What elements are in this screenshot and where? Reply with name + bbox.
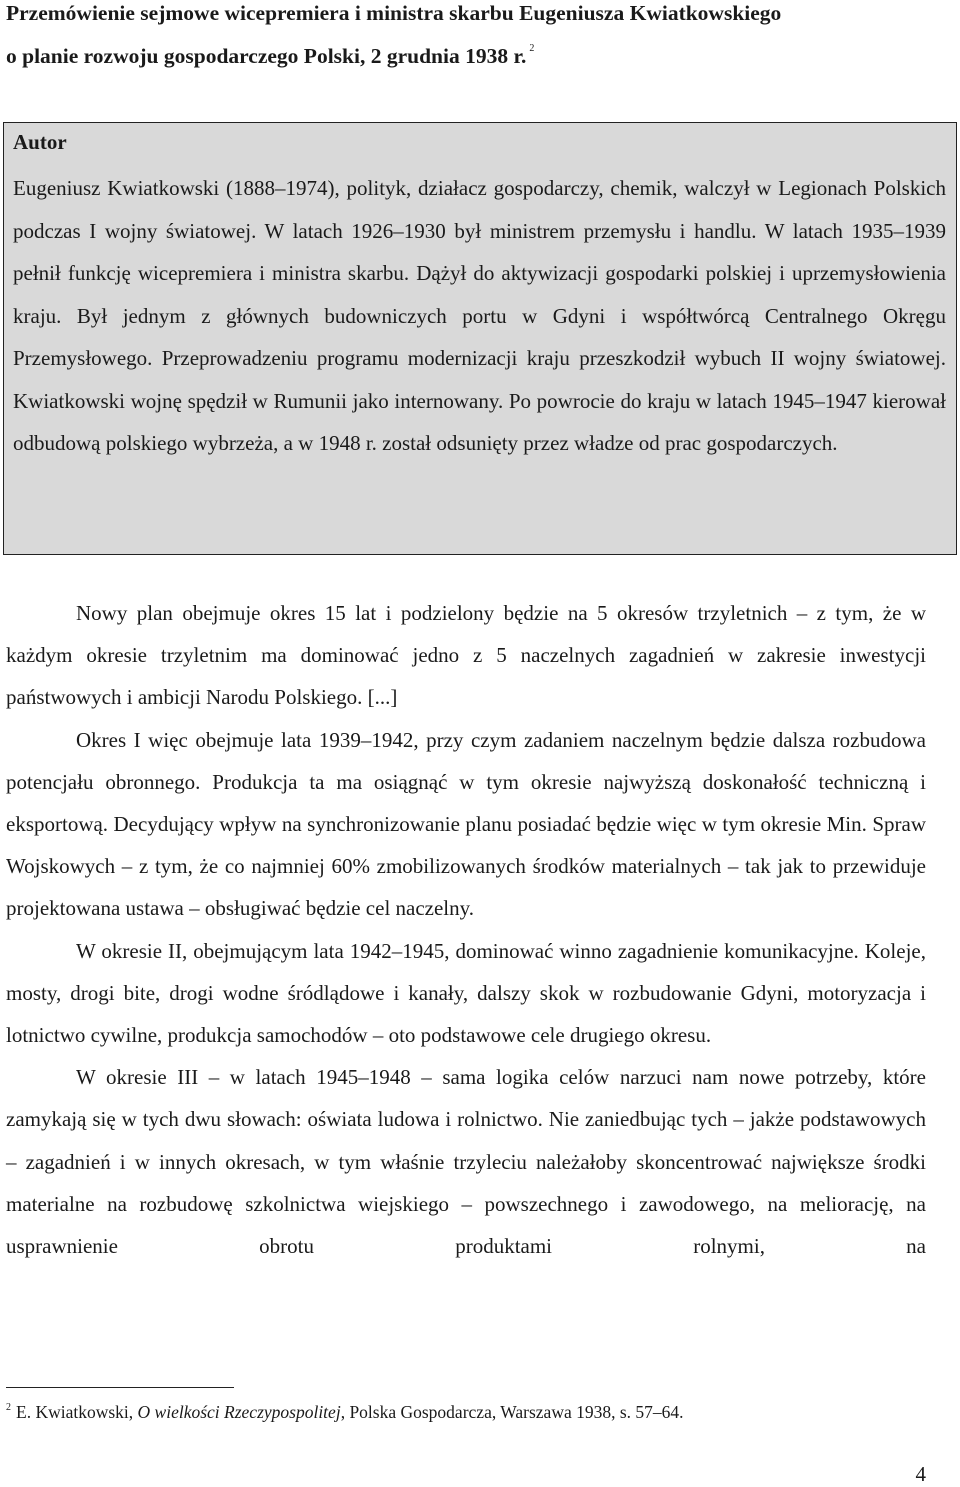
author-heading: Autor [13,130,67,154]
title-line-1: Przemówienie sejmowe wicepremiera i ministra skarbu Eugeniusza Kwiatkowskiego [6,1,782,25]
page-number: 4 [915,1462,926,1486]
footnote-publication: , Polska Gospodarcza, Warszawa 1938, s. 57–64. [340,1402,684,1422]
footnote-number: 2 [6,1402,11,1413]
author-info-box [3,122,957,555]
footnote-book-title: O wielkości Rzeczypospolitej [137,1402,341,1422]
body-paragraph: Nowy plan obejmuje okres 15 lat i podzielony będzie na 5 okresów trzyletnich – z tym, że w każdym okresie trzyletnim ma dominować jedno z 5 naczelnych zagadnień w zakresie inwestycji państwowych i ambicji Narodu Polskiego. [...] [6,601,926,710]
footnote [6,1394,936,1426]
footnote-author: E. Kwiatkowski, [16,1402,138,1422]
body-paragraph: W okresie III – w latach 1945–1948 – sama logika celów narzuci nam nowe potrzeby, które zamykają się w tych dwu słowach: oświata ludowa i rolnictwo. Nie zaniedbując tych – jakże podstawowych – zagadnień i w innych okresach, w tym właśnie trzyleciu należałoby skoncentrować największe środki materialne na rozbudowę szkolnictwa wiejskiego – powszechnego i zawodowego, na meliorację, na usprawnienie obrotu produktami rolnymi, na [6,1065,926,1259]
speech-body [6,592,926,1267]
author-biography: Eugeniusz Kwiatkowski (1888–1974), polityk, działacz gospodarczy, chemik, walczył w Legionach Polskich podczas I wojny światowej. W latach 1926–1930 był ministrem przemysłu i handlu. W latach 1935–1939 pełnił funkcję wicepremiera i ministra skarbu. Dążył do aktywizacji gospodarki polskiej i uprzemysłowienia kraju. Był jednym z głównych budowniczych portu w Gdyni i współtwórcą Centralnego Okręgu Przemysłowego. Przeprowadzeniu programu modernizacji kraju przeszkodził wybuch II wojny światowej. Kwiatkowski wojnę spędził w Rumunii jako internowany. Po powrocie do kraju w latach 1945–1947 kierował odbudową polskiego wybrzeża, a w 1948 r. został odsunięty przez władze od prac gospodarczych. [13,176,946,455]
title-line-2: o planie rozwoju gospodarczego Polski, 2 grudnia 1938 r. [6,44,527,68]
body-paragraph: W okresie II, obejmującym lata 1942–1945, dominować winno zagadnienie komunikacyjne. Koleje, mosty, drogi bite, drogi wodne śródlądowe i kanały, dalszy skok w rozbudowanie Gdyni, motoryzacja i lotnictwo cywilne, produkcja samochodów – oto podstawowe cele drugiego okresu. [6,938,926,1048]
document-title [6,0,946,74]
footnote-separator [6,1387,234,1388]
title-footnote-ref[interactable]: 2 [529,43,535,54]
body-paragraph: Okres I więc obejmuje lata 1939–1942, przy czym zadaniem naczelnym będzie dalsza rozbudowa potencjału obronnego. Produkcja ta ma osiągnąć w tym okresie najwyższą doskonałość techniczną i eksportową. Decydujący wpływ na synchronizowanie planu posiadać będzie więc w tym okresie Min. Spraw Wojskowych – z tym, że co najmniej 60% zmobilizowanych środków materialnych – tak jak to przewiduje projektowana ustawa – obsługiwać będzie cel naczelny. [6,727,926,921]
